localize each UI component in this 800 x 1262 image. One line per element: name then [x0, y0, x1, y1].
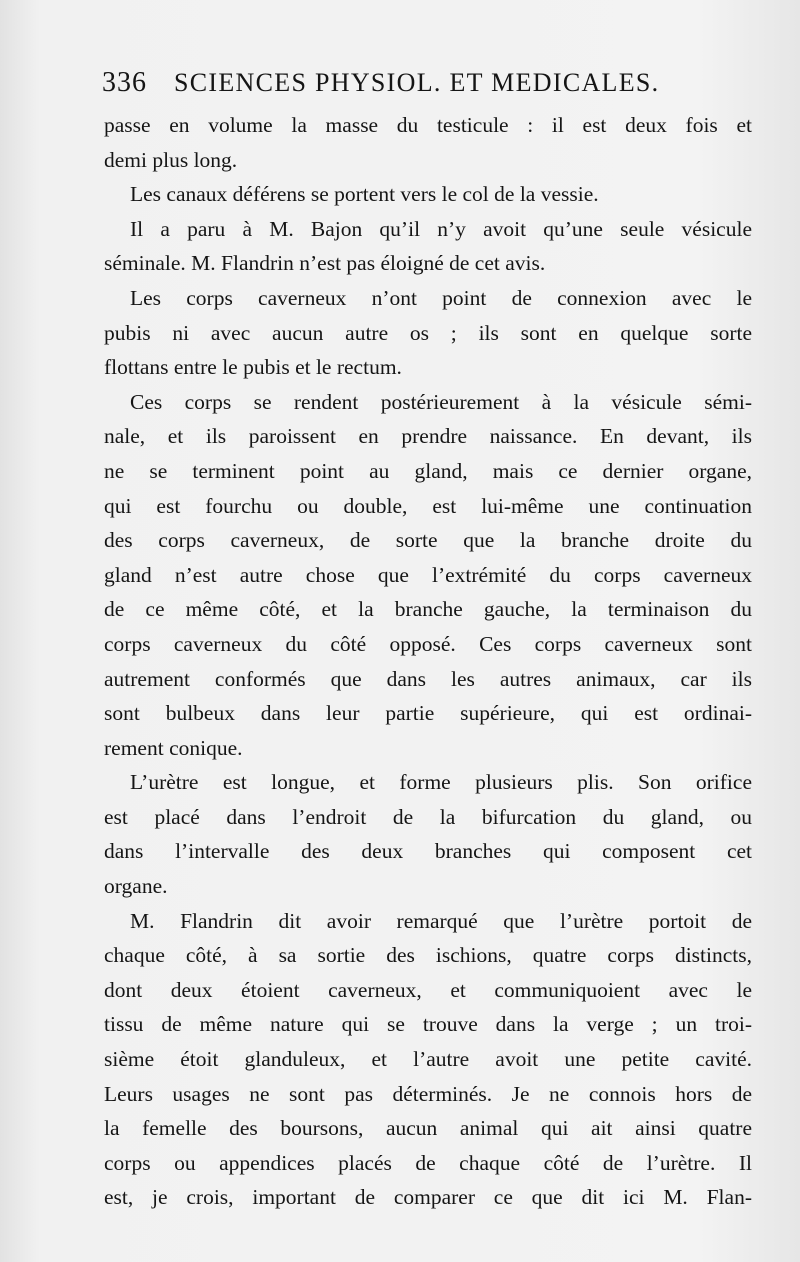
text-line: la femelle des boursons, aucun animal qui ait ainsi quatre: [104, 1116, 752, 1141]
text-line: gland n’est autre chose que l’extrémité du corps caverneux: [104, 562, 752, 587]
text-line: sont bulbeux dans leur partie supérieure, qui est ordinai-: [104, 701, 752, 726]
paragraph-2: [104, 177, 752, 212]
text-line: L’urètre est longue, et forme plusieurs plis. Son orifice: [130, 770, 752, 795]
text-line: autrement conformés que dans les autres animaux, car ils: [104, 666, 752, 691]
text-line: dont deux étoient caverneux, et communiquoient avec le: [104, 977, 752, 1002]
text-line: nale, et ils paroissent en prendre naissance. En devant, ils: [104, 424, 752, 449]
running-head: [102, 60, 722, 106]
text-line: Ces corps se rendent postérieurement à la vésicule sémi-: [130, 389, 752, 414]
text-line: rement conique.: [104, 735, 243, 760]
running-title: SCIENCES PHYSIOL. ET MEDICALES.: [174, 68, 660, 97]
text-line: sième étoit glanduleux, et l’autre avoit une petite cavité.: [104, 1047, 752, 1072]
paragraph-1: [104, 108, 752, 177]
text-line: est, je crois, important de comparer ce que dit ici M. Flan-: [104, 1185, 752, 1210]
text-line: dans l’intervalle des deux branches qui composent cet: [104, 839, 752, 864]
text-line: qui est fourchu ou double, est lui-même une continuation: [104, 493, 752, 518]
text-line: Les corps caverneux n’ont point de connexion avec le: [130, 285, 752, 310]
paragraph-4: [104, 281, 752, 385]
text-line: séminale. M. Flandrin n’est pas éloigné de cet avis.: [104, 251, 546, 276]
paragraph-5: [104, 385, 752, 766]
text-line: pubis ni avec aucun autre os ; ils sont en quelque sorte: [104, 320, 752, 345]
page-number: 336: [102, 67, 147, 98]
text-line: Leurs usages ne sont pas déterminés. Je ne connois hors de: [104, 1081, 752, 1106]
text-line: chaque côté, à sa sortie des ischions, quatre corps distincts,: [104, 943, 752, 968]
text-line: passe en volume la masse du testicule : il est deux fois et: [104, 113, 752, 137]
text-line: est placé dans l’endroit de la bifurcation du gland, ou: [104, 804, 752, 829]
text-line: corps ou appendices placés de chaque côté de l’urètre. Il: [104, 1150, 752, 1175]
body-text: [104, 108, 752, 1215]
text-line: tissu de même nature qui se trouve dans la verge ; un troi-: [104, 1012, 752, 1037]
text-line: flottans entre le pubis et le rectum.: [104, 355, 402, 380]
text-line: corps caverneux du côté opposé. Ces corps caverneux sont: [104, 631, 752, 656]
text-line: de ce même côté, et la branche gauche, la terminaison du: [104, 597, 752, 622]
paragraph-6: [104, 765, 752, 903]
text-line: ne se terminent point au gland, mais ce dernier organe,: [104, 458, 752, 483]
text-line: des corps caverneux, de sorte que la branche droite du: [104, 528, 752, 553]
paragraph-3: [104, 212, 752, 281]
paragraph-7: [104, 904, 752, 1215]
text-line: M. Flandrin dit avoir remarqué que l’urètre portoit de: [130, 908, 752, 933]
text-line: Il a paru à M. Bajon qu’il n’y avoit qu’une seule vésicule: [130, 216, 752, 241]
text-line: organe.: [104, 874, 168, 899]
text-line: Les canaux déférens se portent vers le col de la vessie.: [130, 182, 599, 207]
text-line: demi plus long.: [104, 147, 238, 172]
